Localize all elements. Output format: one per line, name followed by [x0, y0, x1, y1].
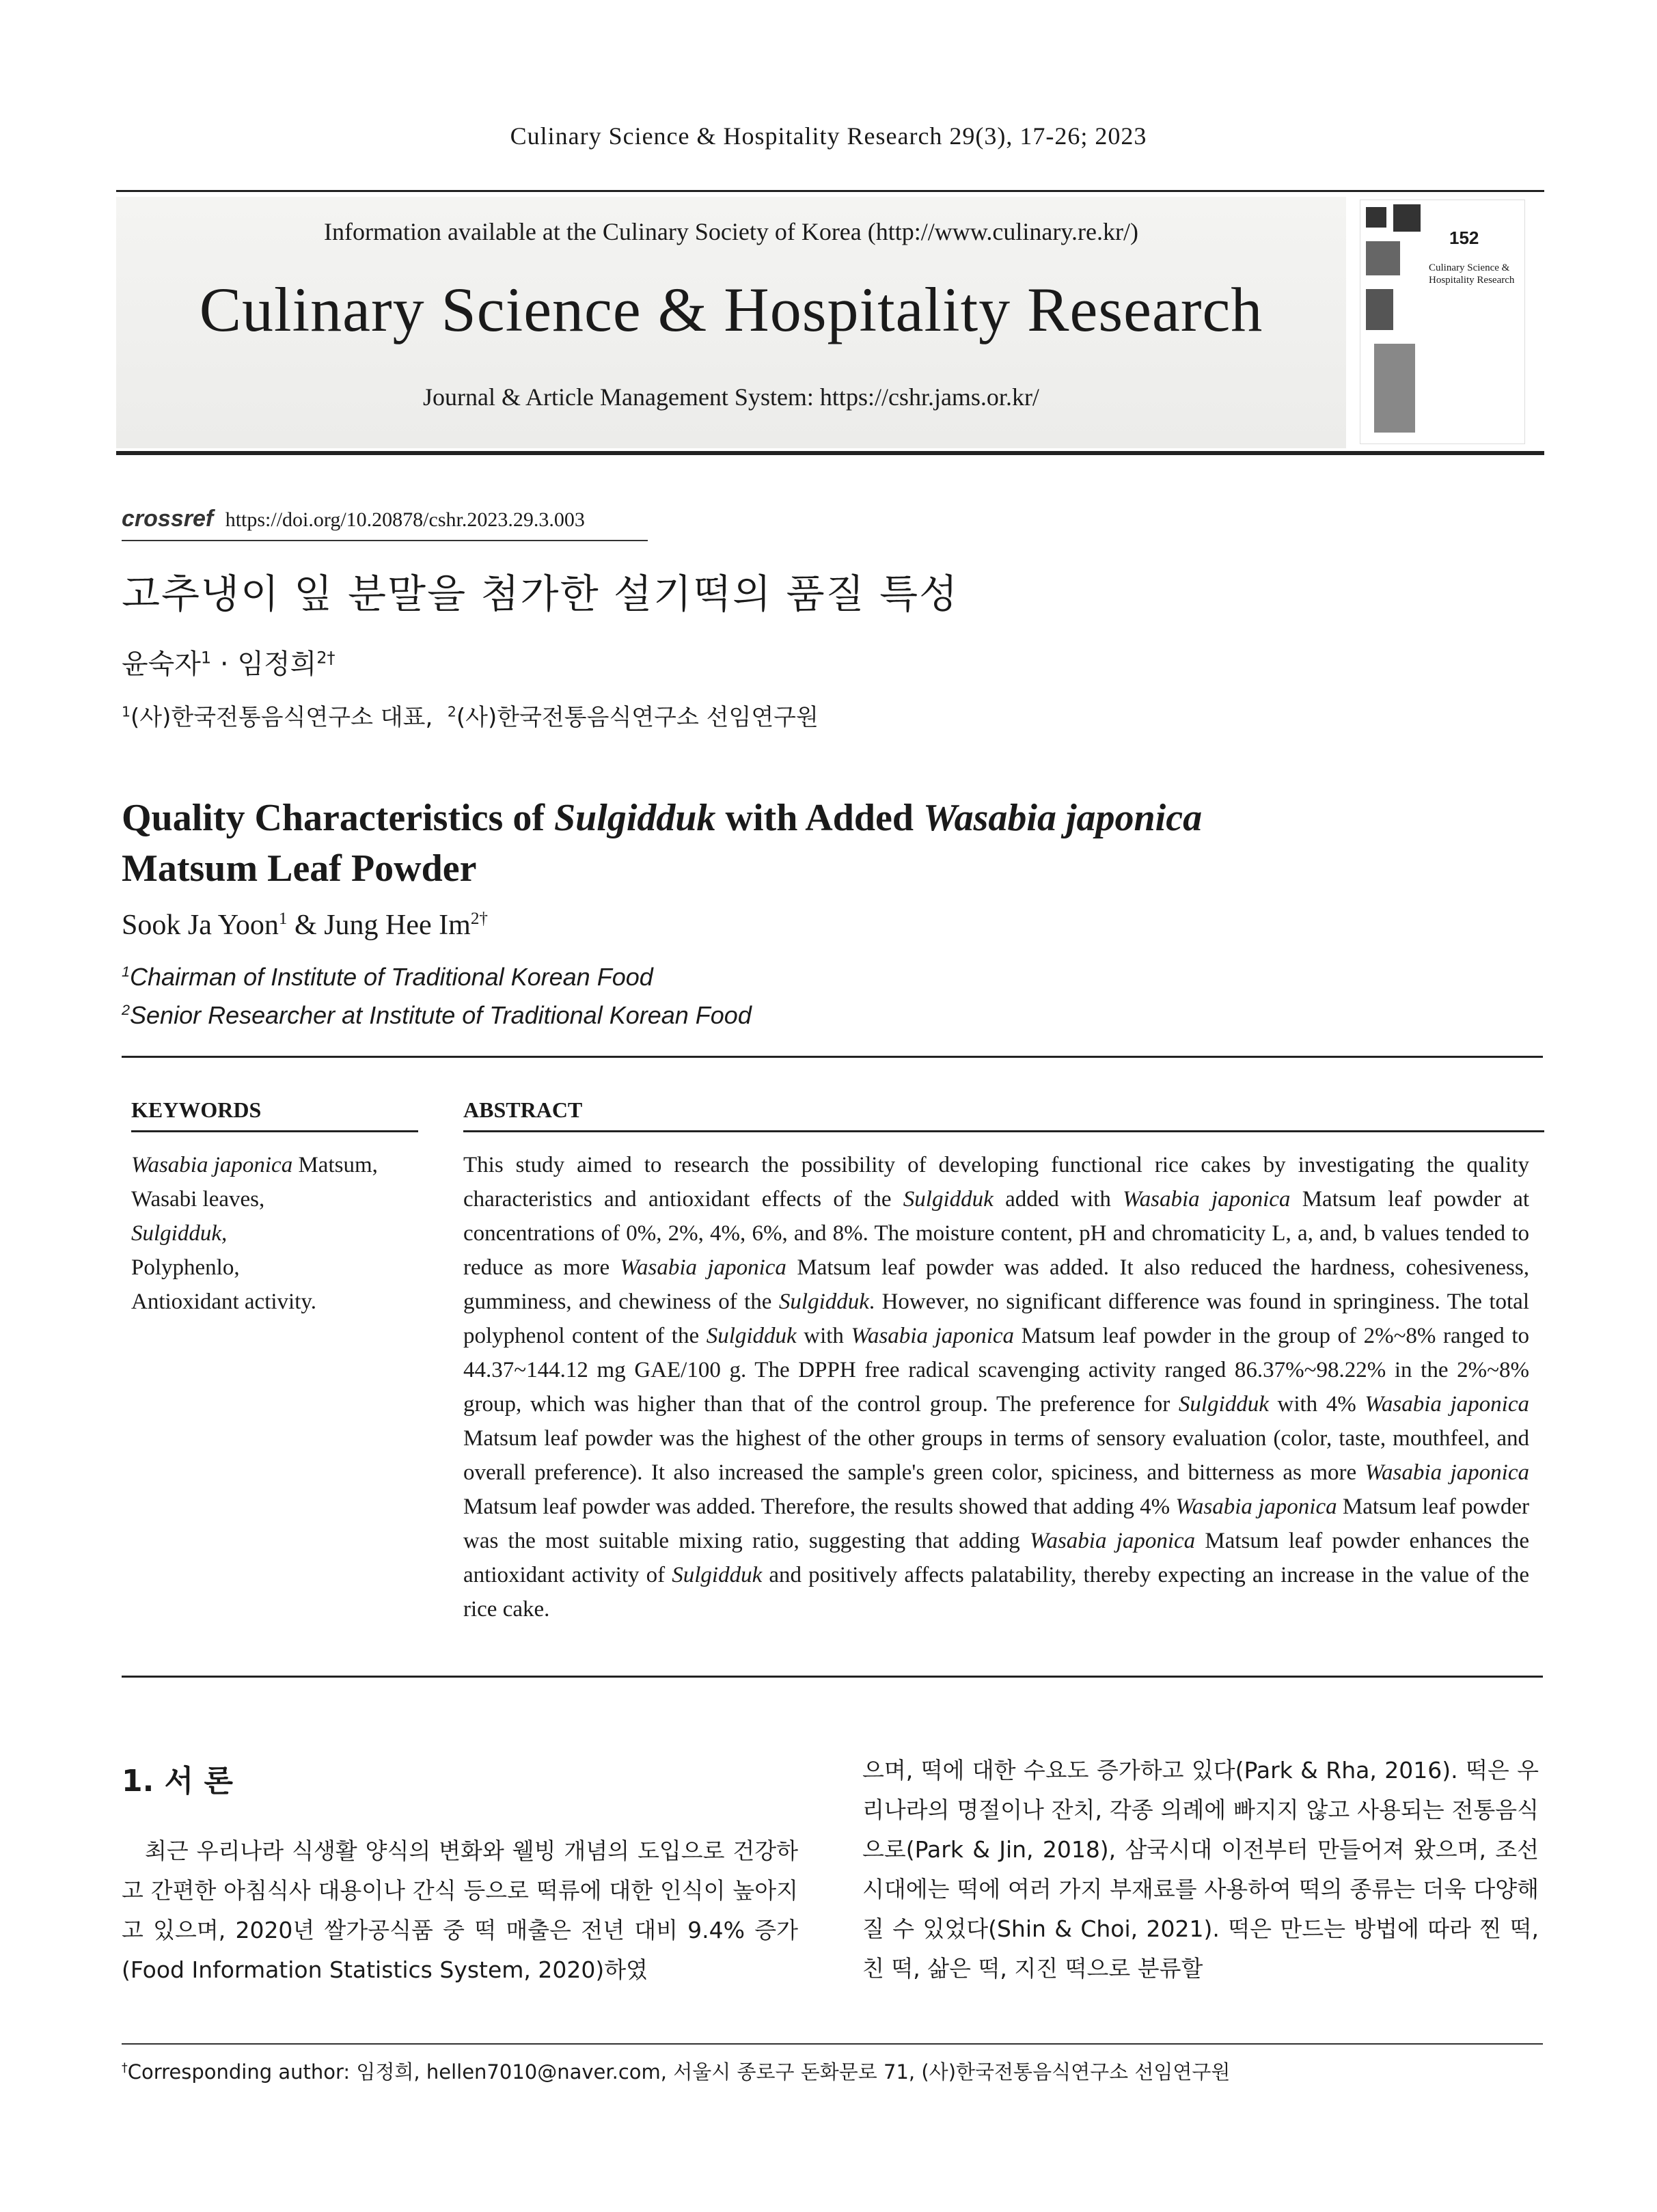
abstract-italic: Wasabia japonica	[1365, 1460, 1529, 1485]
author-name: Jung Hee Im	[324, 910, 471, 941]
title-text: Matsum Leaf Powder	[122, 847, 477, 890]
abstract-top-rule	[122, 1056, 1543, 1058]
abstract-italic: Wasabia japonica	[620, 1255, 786, 1280]
running-head: Culinary Science & Hospitality Research 29(3), 17-26; 2023	[510, 122, 1147, 150]
korean-authors	[122, 642, 335, 681]
abstract-run: with 4%	[1268, 1392, 1365, 1417]
author-name: Sook Ja Yoon	[122, 910, 279, 941]
affil-mark: 2	[122, 1001, 131, 1018]
title-italic: Sulgidduk	[553, 797, 716, 839]
abstract-italic: Wasabia japonica	[1029, 1529, 1196, 1553]
banner-info: Information available at the Culinary Society of Korea (http://www.culinary.re.kr/)	[324, 218, 1138, 245]
abstract-text	[463, 1148, 1529, 1626]
affiliation: Chairman of Institute of Traditional Korean Food	[130, 963, 653, 991]
keyword: Polyphenlo,	[131, 1255, 240, 1280]
abstract-italic: Wasabia japonica	[1123, 1187, 1291, 1212]
title-italic: Wasabia japonica	[922, 797, 1203, 839]
affil-mark: 1	[278, 910, 288, 928]
english-title	[122, 793, 1522, 894]
author-separator: &	[287, 910, 325, 941]
footnote-text: Corresponding author: 임정희, hellen7010@naver.com, 서울시 종로구 돈화문로 71, (사)한국전통음식연구소 선임연구원	[127, 2060, 1231, 2084]
keyword	[131, 1148, 432, 1182]
cover-block	[1374, 344, 1415, 433]
abstract-italic: Sulgidduk	[672, 1563, 763, 1587]
affil-mark: 1	[122, 963, 131, 980]
abstract-italic: Wasabia japonica	[1175, 1494, 1337, 1519]
author-name: 임정희	[237, 648, 317, 680]
keyword-italic: Wasabia japonica	[131, 1153, 293, 1177]
keywords-rule	[131, 1130, 418, 1132]
abstract-run: with	[796, 1324, 851, 1348]
abstract-run: This study aimed to research the possibility of developing functional rice cakes by investigating the quality characteristics and antioxidant effects of the	[463, 1153, 1529, 1212]
affiliation: (사)한국전통음식연구소 대표,	[130, 704, 433, 731]
keyword	[131, 1216, 432, 1251]
abstract-run: Matsum leaf powder was the most suitable mixing ratio, suggesting that adding	[463, 1494, 1529, 1553]
keyword-text: Matsum,	[292, 1153, 378, 1177]
abstract-run: Matsum leaf powder was added. Therefore, the results showed that adding 4%	[463, 1494, 1176, 1519]
abstract-heading: ABSTRACT	[463, 1097, 583, 1122]
affiliation: (사)한국전통음식연구소 선임연구원	[456, 704, 819, 731]
affil-mark: 1	[122, 703, 131, 720]
korean-title: 고추냉이 잎 분말을 첨가한 설기떡의 품질 특성	[122, 571, 959, 617]
affil-mark: 2†	[316, 648, 335, 668]
cover-volume: 152	[1449, 228, 1479, 248]
abstract-run: . However, no significant difference was found in springiness. The total polyphenol content of the	[463, 1289, 1529, 1348]
cover-block	[1366, 207, 1386, 228]
abstract-bottom-rule	[122, 1676, 1543, 1678]
abstract-italic: Sulgidduk	[903, 1187, 994, 1212]
keywords-heading: KEYWORDS	[131, 1097, 262, 1122]
intro-paragraph: 최근 우리나라 식생활 양식의 변화와 웰빙 개념의 도입으로 건강하고 간편한 아침식사 대용이나 간식 등으로 떡류에 대한 인식이 높아지고 있으며, 2020년 쌀가공식품 중 떡 매출은 전년 대비 9.4% 증가(Food Information Statistics System, 2020)하였	[122, 1838, 798, 1983]
footnote-rule	[122, 2043, 1543, 2045]
abstract-rule	[463, 1130, 1544, 1132]
title-text: Quality Characteristics of	[122, 797, 545, 839]
abstract-run: Matsum leaf powder at concentrations of 0%, 2%, 4%, 6%, and 8%. The moisture content, pH and chromaticity L, a, and, b values tended to reduce as more	[463, 1187, 1530, 1280]
affil-mark: 1	[200, 648, 212, 668]
english-affiliations	[122, 955, 752, 1032]
keyword: Antioxidant activity.	[131, 1289, 316, 1314]
banner-jams: Journal & Article Management System: https://cshr.jams.or.kr/	[423, 383, 1039, 411]
doi-line	[122, 506, 585, 532]
author-name: 윤숙자	[122, 648, 201, 680]
abstract-italic: Sulgidduk	[778, 1289, 869, 1314]
corresponding-author-footnote	[122, 2057, 1230, 2085]
cover-block	[1366, 289, 1393, 330]
abstract-italic: Wasabia japonica	[1365, 1392, 1529, 1417]
abstract-run: and positively affects palatability, thereby expecting an increase in the value of the rice cake.	[463, 1563, 1529, 1622]
cover-title: Culinary Science & Hospitality Research	[1429, 262, 1515, 286]
title-text: with Added	[725, 797, 914, 839]
affil-mark: 2†	[470, 910, 488, 928]
abstract-run: Matsum leaf powder in the group of 2%~8% ranged to 44.37~144.12 mg GAE/100 g. The DPPH free radical scavenging activity ranged 86.37%~98.22% in the 2%~8% group, which was higher than that of the control group. The preference for	[463, 1324, 1530, 1417]
author-separator: ·	[211, 648, 238, 680]
intro-left-column	[122, 1831, 798, 1990]
doi-link[interactable]: https://doi.org/10.20878/cshr.2023.29.3.003	[225, 508, 585, 531]
keyword: Wasabi leaves,	[131, 1187, 265, 1212]
intro-right-column: 으며, 떡에 대한 수요도 증가하고 있다(Park & Rha, 2016). 떡은 우리나라의 명절이나 잔치, 각종 의례에 빠지지 않고 사용되는 전통음식으로(Park & Jin, 2018), 삼국시대 이전부터 만들어져 왔으며, 조선시대에는 떡에 여러 가지 부재료를 사용하여 떡의 종류는 더욱 다양해질 수 있었다(Shin & Choi, 2021). 떡은 만드는 방법에 따라 찐 떡, 친 떡, 삶은 떡, 지진 떡으로 분류할	[862, 1757, 1539, 1982]
top-rule	[116, 190, 1544, 192]
abstract-run: Matsum leaf powder enhances the antioxidant activity of	[463, 1529, 1530, 1587]
doi-underline	[122, 540, 648, 541]
english-authors	[122, 909, 488, 942]
korean-affiliations	[122, 698, 819, 732]
keyword-italic: Sulgidduk,	[131, 1221, 228, 1246]
abstract-italic: Sulgidduk	[1178, 1392, 1269, 1417]
section-heading-introduction: 1. 서 론	[122, 1764, 233, 1799]
abstract-run: Matsum leaf powder was the highest of the other groups in terms of sensory evaluation (color, taste, mouthfeel, and overall preference). It also increased the sample's green color, spiciness, and bitterness as more	[463, 1426, 1529, 1485]
abstract-run: added with	[993, 1187, 1123, 1212]
affil-mark: 2	[447, 703, 456, 720]
footnote-mark: †	[122, 2061, 128, 2075]
abstract-italic: Sulgidduk	[706, 1324, 797, 1348]
banner-bottom-rule	[116, 451, 1544, 455]
abstract-run: Matsum leaf powder was added. It also reduced the hardness, cohesiveness, gumminess, and chewiness of the	[463, 1255, 1529, 1314]
affiliation: Senior Researcher at Institute of Traditional Korean Food	[130, 1001, 752, 1029]
journal-cover-thumbnail	[1360, 200, 1525, 444]
cover-block	[1393, 204, 1421, 232]
keywords-list	[131, 1148, 432, 1319]
crossref-logo: crossref	[122, 506, 214, 532]
cover-block	[1366, 241, 1400, 275]
journal-title: Culinary Science & Hospitality Research	[199, 275, 1263, 344]
abstract-italic: Wasabia japonica	[851, 1324, 1015, 1348]
